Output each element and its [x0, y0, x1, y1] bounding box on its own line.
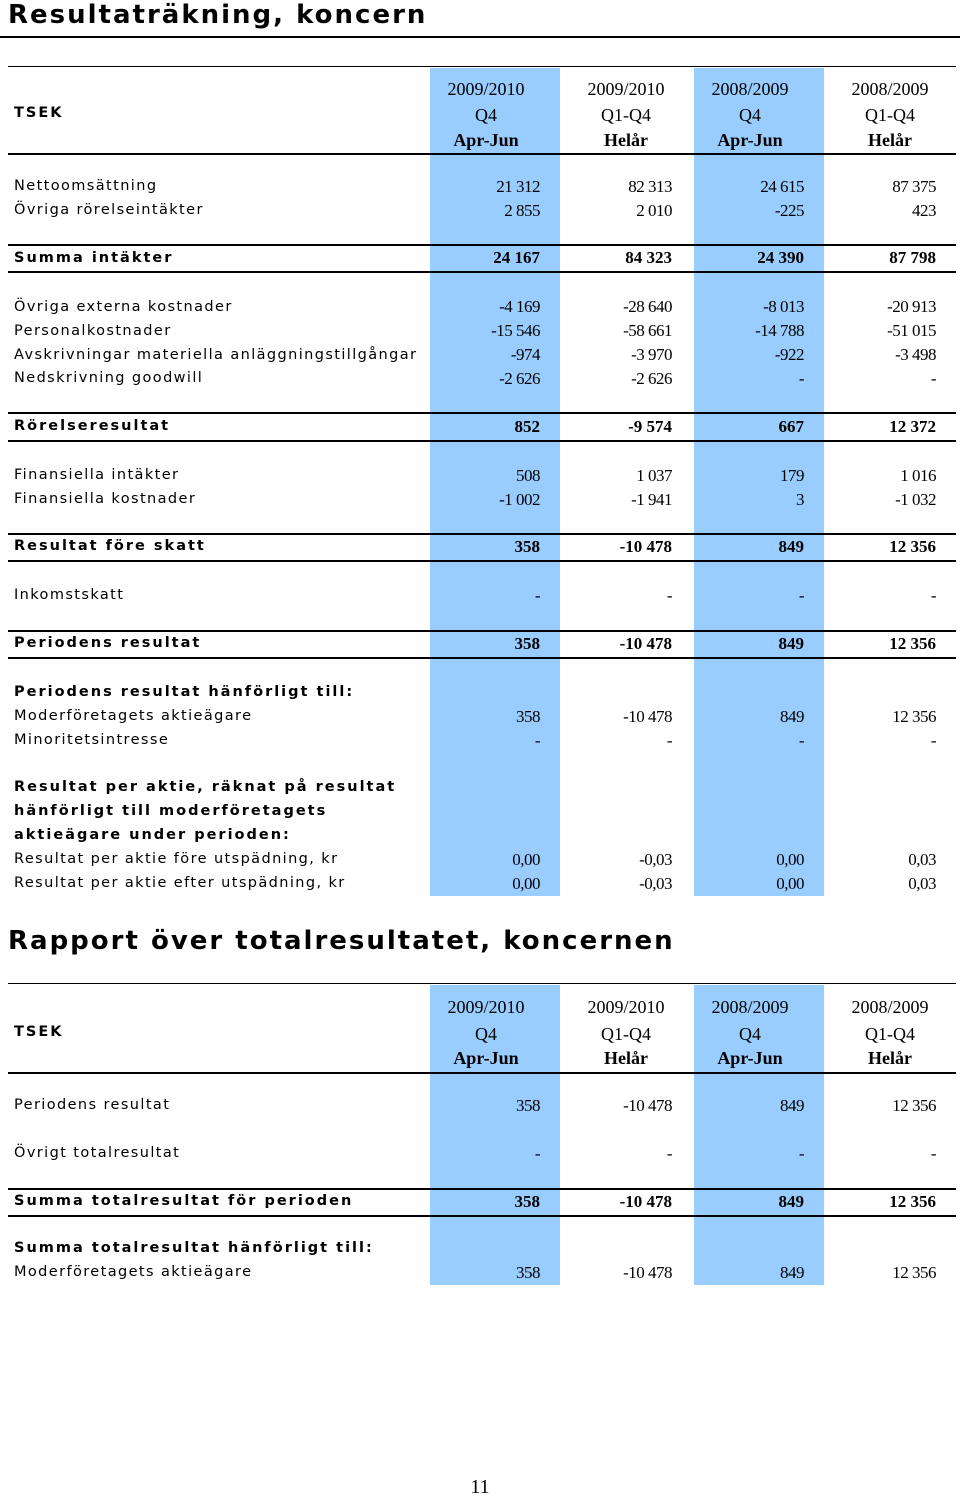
subtotal-rule: [8, 560, 956, 562]
title-underline: [0, 36, 960, 38]
row-value: -20 913: [887, 297, 936, 316]
row-value: -0,03: [639, 850, 672, 869]
row-label: Nettoomsättning: [14, 178, 158, 194]
row-value: -: [930, 586, 936, 605]
row-value: -10 478: [619, 634, 672, 653]
row-value: 12 356: [892, 1263, 936, 1282]
row-value: -: [666, 1144, 672, 1163]
subtotal-rule: [8, 271, 956, 273]
row-label: Summa intäkter: [14, 250, 174, 266]
row-value: -10 478: [623, 1263, 672, 1282]
row-value: -225: [774, 201, 804, 220]
row-value: 0,00: [512, 850, 540, 869]
row-value: 852: [514, 417, 540, 436]
row-value: -1 032: [895, 490, 936, 509]
row-value: -10 478: [623, 1096, 672, 1115]
row-value: 1 016: [900, 466, 936, 485]
row-value: 849: [780, 1096, 804, 1115]
row-value: -1 002: [499, 490, 540, 509]
row-value: 12 356: [889, 537, 936, 556]
row-label: Periodens resultat: [14, 635, 202, 651]
col2-range: Helår: [604, 1048, 648, 1068]
subtotal-rule: [8, 657, 956, 659]
row-value: -10 478: [623, 707, 672, 726]
row-value: 358: [514, 537, 540, 556]
col4-period: Q1-Q4: [865, 1024, 915, 1044]
col1-year: 2009/2010: [447, 79, 525, 99]
row-value: 24 615: [760, 177, 804, 196]
subtotal-rule: [8, 1215, 956, 1217]
row-value: 2 010: [636, 201, 672, 220]
row-value: 358: [516, 1263, 540, 1282]
row-value: -: [666, 586, 672, 605]
col2-range: Helår: [604, 130, 648, 150]
header-rule: [8, 153, 956, 155]
row-label: Finansiella kostnader: [14, 491, 197, 507]
row-value: 179: [780, 466, 804, 485]
row-value: 12 356: [892, 1096, 936, 1115]
subtotal-rule: [8, 412, 956, 414]
col3-range: Apr-Jun: [717, 130, 783, 150]
row-value: 12 356: [892, 707, 936, 726]
col3-range: Apr-Jun: [717, 1048, 783, 1068]
header-rule: [8, 1072, 956, 1074]
col1-range: Apr-Jun: [453, 130, 519, 150]
col4-year: 2008/2009: [851, 997, 929, 1017]
row-value: -: [798, 1144, 804, 1163]
row-value: -: [534, 1144, 540, 1163]
row-label: Moderföretagets aktieägare: [14, 1264, 253, 1280]
unit-label: TSEK: [14, 1024, 64, 1040]
row-value: 0,03: [908, 850, 936, 869]
row-value: 358: [514, 1192, 540, 1211]
row-value: -58 661: [623, 321, 672, 340]
col4-range: Helår: [868, 1048, 912, 1068]
row-label: Personalkostnader: [14, 323, 172, 339]
row-value: 358: [516, 1096, 540, 1115]
row-label: Nedskrivning goodwill: [14, 370, 204, 386]
col4-period: Q1-Q4: [865, 105, 915, 125]
row-value: -: [930, 369, 936, 388]
section-subheading: Periodens resultat hänförligt till:: [14, 684, 355, 700]
row-value: 21 312: [496, 177, 540, 196]
row-value: 667: [778, 417, 804, 436]
row-value: 2 855: [504, 201, 540, 220]
col3-period: Q4: [739, 105, 761, 125]
row-value: -: [798, 369, 804, 388]
col2-year: 2009/2010: [587, 997, 665, 1017]
subtotal-rule: [8, 244, 956, 246]
row-value: -4 169: [499, 297, 540, 316]
section-subheading: Resultat per aktie, räknat på resultat: [14, 779, 397, 795]
row-label: Inkomstskatt: [14, 587, 125, 603]
row-label: Övriga externa kostnader: [14, 299, 233, 315]
row-label: Rörelseresultat: [14, 418, 171, 434]
row-value: 24 390: [757, 248, 804, 267]
row-value: -14 788: [755, 321, 804, 340]
col4-range: Helår: [868, 130, 912, 150]
row-value: 849: [780, 1263, 804, 1282]
row-label: Finansiella intäkter: [14, 467, 180, 483]
row-label: Resultat per aktie före utspädning, kr: [14, 851, 339, 867]
row-value: 24 167: [493, 248, 540, 267]
row-value: 423: [912, 201, 936, 220]
row-label: Minoritetsintresse: [14, 732, 170, 748]
section-subheading: aktieägare under perioden:: [14, 827, 291, 843]
row-value: 0,00: [776, 874, 804, 893]
row-label: Periodens resultat: [14, 1097, 171, 1113]
col3-period: Q4: [739, 1024, 761, 1044]
row-value: 87 375: [892, 177, 936, 196]
row-value: -: [798, 731, 804, 750]
row-value: 0,00: [776, 850, 804, 869]
col1-period: Q4: [475, 1024, 497, 1044]
row-value: -10 478: [619, 1192, 672, 1211]
row-value: 358: [514, 634, 540, 653]
row-label: Resultat per aktie efter utspädning, kr: [14, 875, 346, 891]
col1-year: 2009/2010: [447, 997, 525, 1017]
col3-year: 2008/2009: [711, 79, 789, 99]
section-title: Rapport över totalresultatet, koncernen: [8, 926, 675, 956]
row-value: 849: [780, 707, 804, 726]
table-top-rule: [8, 983, 956, 984]
row-value: -: [534, 586, 540, 605]
row-value: -0,03: [639, 874, 672, 893]
page-title: Resultaträkning, koncern: [8, 0, 428, 30]
unit-label: TSEK: [14, 105, 64, 121]
row-value: 849: [778, 537, 804, 556]
row-label: Avskrivningar materiella anläggningstillgångar: [14, 347, 418, 363]
row-value: 0,00: [512, 874, 540, 893]
section-subheading: Summa totalresultat hänförligt till:: [14, 1240, 374, 1256]
row-label: Övrigt totalresultat: [14, 1145, 181, 1161]
row-value: 12 356: [889, 1192, 936, 1211]
col1-range: Apr-Jun: [453, 1048, 519, 1068]
row-value: -922: [774, 345, 804, 364]
col3-year: 2008/2009: [711, 997, 789, 1017]
row-label: Moderföretagets aktieägare: [14, 708, 253, 724]
row-value: 849: [778, 634, 804, 653]
row-value: 1 037: [636, 466, 672, 485]
table-top-rule: [8, 66, 956, 67]
row-value: -15 546: [491, 321, 540, 340]
row-value: -2 626: [631, 369, 672, 388]
row-value: 0,03: [908, 874, 936, 893]
row-value: -9 574: [628, 417, 672, 436]
row-value: -28 640: [623, 297, 672, 316]
col2-year: 2009/2010: [587, 79, 665, 99]
row-value: -1 941: [631, 490, 672, 509]
row-value: 84 323: [625, 248, 672, 267]
section-subheading: hänförligt till moderföretagets: [14, 803, 328, 819]
row-value: 82 313: [628, 177, 672, 196]
row-value: -10 478: [619, 537, 672, 556]
row-value: 358: [516, 707, 540, 726]
row-value: -8 013: [763, 297, 804, 316]
subtotal-rule: [8, 440, 956, 442]
row-value: -51 015: [887, 321, 936, 340]
row-value: 87 798: [889, 248, 936, 267]
row-label: Resultat före skatt: [14, 538, 206, 554]
page-number: 11: [470, 1476, 490, 1498]
row-value: -: [666, 731, 672, 750]
col1-period: Q4: [475, 105, 497, 125]
row-value: 3: [796, 490, 804, 509]
row-label: Övriga rörelseintäkter: [14, 202, 204, 218]
row-value: -: [534, 731, 540, 750]
row-label: Summa totalresultat för perioden: [14, 1193, 354, 1209]
row-value: 12 372: [889, 417, 936, 436]
row-value: -3 498: [895, 345, 936, 364]
row-value: -2 626: [499, 369, 540, 388]
col2-period: Q1-Q4: [601, 1024, 651, 1044]
row-value: -: [930, 731, 936, 750]
col2-period: Q1-Q4: [601, 105, 651, 125]
col4-year: 2008/2009: [851, 79, 929, 99]
row-value: -3 970: [631, 345, 672, 364]
row-value: 12 356: [889, 634, 936, 653]
row-value: -974: [510, 345, 540, 364]
row-value: -: [930, 1144, 936, 1163]
row-value: -: [798, 586, 804, 605]
row-value: 849: [778, 1192, 804, 1211]
row-value: 508: [516, 466, 540, 485]
